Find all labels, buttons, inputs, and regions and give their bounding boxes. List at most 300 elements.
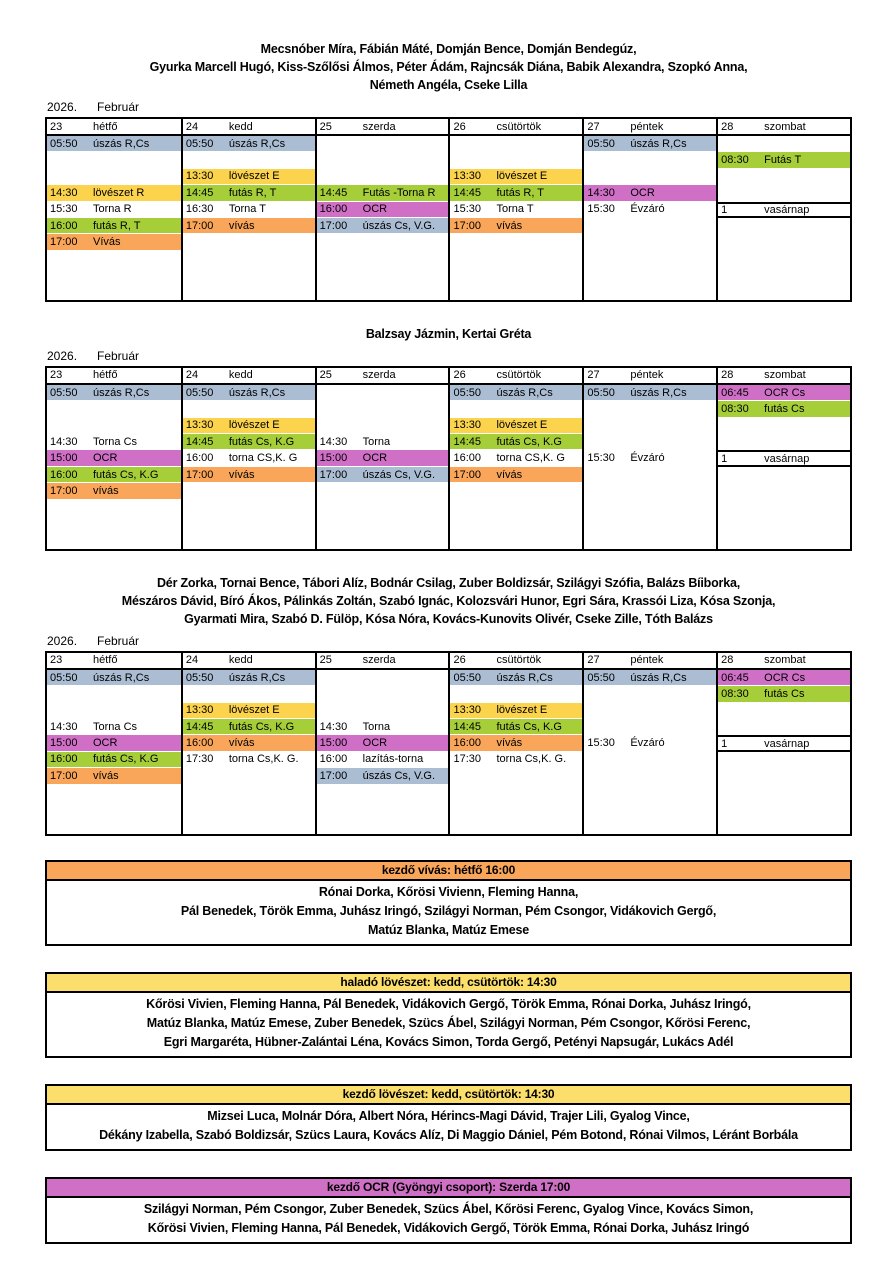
slot-label: úszás R,Cs <box>228 671 286 684</box>
day-body <box>584 385 716 549</box>
day-header <box>584 653 716 670</box>
slot-label: lövészet E <box>496 419 548 432</box>
slot-label: lövészet E <box>496 704 548 717</box>
schedule-slot <box>584 185 716 201</box>
slot-label: futás Cs, K.G <box>496 720 562 733</box>
slot-time: 08:30 <box>721 154 749 167</box>
slot-label: Futás -Torna R <box>362 186 436 199</box>
slot-time: 17:00 <box>50 484 78 497</box>
day-header <box>47 119 181 136</box>
schedule-section <box>45 40 852 302</box>
day-name: szombat <box>764 120 806 133</box>
day-header <box>450 368 582 385</box>
slot-time: 05:50 <box>587 386 615 399</box>
day-header <box>317 368 449 385</box>
schedule-slot <box>47 136 181 152</box>
day-name: péntek <box>630 369 664 382</box>
schedule-slot <box>47 234 181 250</box>
slot-time: 16:00 <box>319 203 348 216</box>
slot-time: 14:30 <box>50 720 78 733</box>
slot-label: futás R, T <box>228 186 277 199</box>
day-number: 28 <box>721 654 734 667</box>
day-header <box>718 119 850 136</box>
day-column <box>315 653 449 834</box>
schedule-slot <box>317 202 449 218</box>
slot-label: úszás R,Cs <box>496 386 553 399</box>
block-line: Matúz Blanka, Matúz Emese, Zuber Benedek, Szücs Ábel, Szilágyi Norman, Pém Csongor, Kőrösi Ferenc, <box>146 1015 751 1030</box>
schedule-slot <box>47 483 181 499</box>
schedule-slot <box>450 218 582 234</box>
slot-time: 05:50 <box>587 671 615 684</box>
day-number: 25 <box>319 120 332 133</box>
day-body <box>183 670 315 834</box>
day-column <box>47 653 181 834</box>
day-header <box>584 368 716 385</box>
slot-label: úszás R,Cs <box>496 671 553 684</box>
day-name: szerda <box>362 369 396 382</box>
schedule-slot <box>317 185 449 201</box>
slot-label: úszás R,Cs <box>93 137 150 150</box>
schedule-slot <box>584 202 716 218</box>
day-header <box>718 653 850 670</box>
slot-label: úszás R,Cs <box>630 137 687 150</box>
slot-time: 16:00 <box>185 452 214 465</box>
slot-time: 13:30 <box>453 704 482 717</box>
slot-label: lazítás-torna <box>362 753 424 766</box>
slot-label: futás Cs, K.G <box>496 435 562 448</box>
schedule-slot <box>183 202 315 218</box>
schedule-slot <box>317 467 449 483</box>
slot-label: futás Cs, K.G <box>228 720 295 733</box>
schedule-slot <box>450 450 582 466</box>
slot-label: úszás R,Cs <box>630 671 687 684</box>
schedule-slot <box>450 703 582 719</box>
name-line: Mészáros Dávid, Bíró Ákos, Pálinkás Zoltán, Szabó Ignác, Kolozsvári Hunor, Egri Sára, Krassói Liza, Kósa Szonja, <box>121 593 776 608</box>
slot-label: futás Cs, K.G <box>93 468 159 481</box>
day-header <box>47 653 181 670</box>
year-label: 2026. <box>47 348 78 363</box>
schedule-slot <box>584 136 716 152</box>
sunday-header <box>718 202 850 218</box>
schedule-slot <box>47 202 181 218</box>
day-name: szombat <box>764 369 806 382</box>
slot-time: 05:50 <box>50 671 78 684</box>
schedule-slot <box>47 467 181 483</box>
slot-time: 14:45 <box>453 435 482 448</box>
name-line: Gyurka Marcell Hugó, Kiss-Szőlősi Álmos, Péter Ádám, Rajncsák Diána, Babik Alexandra, Szopkó Anna, <box>149 60 748 74</box>
day-number: 25 <box>319 654 332 667</box>
slot-label: vívás <box>496 737 523 750</box>
slot-label: úszás R,Cs <box>228 137 286 150</box>
slot-label: OCR <box>93 737 118 750</box>
sunday-header <box>718 735 850 751</box>
slot-time: 14:30 <box>319 435 348 448</box>
slot-label: OCR <box>362 737 388 750</box>
day-column <box>582 653 716 834</box>
month-row <box>45 634 852 648</box>
slot-label: lövészet E <box>496 170 548 183</box>
day-number: 28 <box>721 369 734 382</box>
day-header <box>718 368 850 385</box>
slot-label: vívás <box>228 468 255 481</box>
slot-label: futás Cs <box>764 402 805 415</box>
slot-time: 08:30 <box>721 402 749 415</box>
schedule-slot <box>718 385 850 401</box>
slot-label: Torna Cs <box>93 435 138 448</box>
schedule-slot <box>183 218 315 234</box>
day-column <box>716 368 850 549</box>
slot-label: Futás T <box>764 154 802 167</box>
slot-time: 13:30 <box>185 704 214 717</box>
slot-time: 06:45 <box>721 386 749 399</box>
slot-label: lövészet E <box>228 170 280 183</box>
block-line: Kőrösi Vivien, Fleming Hanna, Pál Benedek, Vidákovich Gergő, Török Emma, Rónai Dorka, Juhász Iringó, <box>146 996 751 1011</box>
slot-time: 16:00 <box>50 753 78 766</box>
slot-label: Évzáró <box>630 452 665 465</box>
slot-label: Évzáró <box>630 203 665 216</box>
block-body <box>47 1198 850 1242</box>
slot-label: vívás <box>93 484 119 497</box>
schedule-slot <box>450 418 582 434</box>
slot-label: Torna T <box>496 203 534 216</box>
slot-label: OCR <box>93 452 118 465</box>
slot-time: 16:00 <box>319 753 348 766</box>
slot-time: 15:00 <box>50 452 78 465</box>
day-column <box>448 119 582 300</box>
day-column <box>716 119 850 300</box>
slot-time: 16:00 <box>453 452 482 465</box>
slot-label: úszás Cs, V.G. <box>362 468 435 481</box>
week-table <box>45 651 852 836</box>
slot-label: futás R, T <box>496 186 544 199</box>
schedule-slot <box>183 385 315 401</box>
slot-time: 05:50 <box>453 671 482 684</box>
day-body <box>47 385 181 549</box>
schedule-slot <box>317 735 449 751</box>
slot-time: 13:30 <box>453 170 482 183</box>
day-header <box>584 119 716 136</box>
day-body <box>47 136 181 300</box>
schedule-sections <box>45 40 852 836</box>
slot-time: 14:45 <box>319 186 348 199</box>
day-body <box>317 385 449 549</box>
schedule-slot <box>450 185 582 201</box>
week-table <box>45 117 852 302</box>
slot-label: Torna Cs <box>93 720 138 733</box>
slot-label: torna Cs,K. G. <box>228 753 299 766</box>
block-line: Pál Benedek, Török Emma, Juhász Iringó, Szilágyi Norman, Pém Csongor, Vidákovich Gergő, <box>180 903 717 918</box>
schedule-slot <box>317 450 449 466</box>
sunday-name: vasárnap <box>764 452 810 465</box>
day-body <box>584 670 716 834</box>
schedule-slot <box>317 752 449 768</box>
day-column <box>315 368 449 549</box>
day-number: 27 <box>587 120 600 133</box>
schedule-slot <box>183 169 315 185</box>
slot-label: vívás <box>228 219 255 232</box>
schedule-slot <box>183 752 315 768</box>
slot-label: futás R, T <box>93 219 141 232</box>
slot-label: torna Cs,K. G. <box>496 753 567 766</box>
schedule-slot <box>317 218 449 234</box>
slot-label: Torna R <box>93 203 132 216</box>
announcement-block <box>45 860 852 946</box>
slot-time: 17:00 <box>453 468 482 481</box>
day-number: 26 <box>453 654 466 667</box>
slot-label: torna CS,K. G <box>228 452 298 465</box>
year-label: 2026. <box>47 100 78 114</box>
slot-label: úszás R,Cs <box>93 671 150 684</box>
slot-label: lövészet E <box>228 704 280 717</box>
slot-time: 17:30 <box>453 753 482 766</box>
day-number: 28 <box>721 120 734 133</box>
day-name: péntek <box>630 120 664 133</box>
day-body <box>183 136 315 300</box>
block-line: Matúz Blanka, Matúz Emese <box>367 922 530 937</box>
schedule-slot <box>47 218 181 234</box>
day-body <box>317 670 449 834</box>
group-names <box>45 40 852 94</box>
slot-time: 13:30 <box>185 419 214 432</box>
day-number: 23 <box>50 654 63 667</box>
name-line: Németh Angéla, Cseke Lilla <box>369 78 528 92</box>
schedule-section <box>45 325 852 551</box>
schedule-slot <box>47 735 181 751</box>
schedule-slot <box>450 719 582 735</box>
day-body <box>718 385 850 549</box>
day-column <box>47 368 181 549</box>
block-line: Kőrösi Vivien, Fleming Hanna, Pál Benedek, Vidákovich Gergő, Török Emma, Rónai Dorka, Juhász Iringó <box>147 1220 750 1235</box>
month-row <box>45 100 852 114</box>
schedule-slot <box>183 703 315 719</box>
schedule-slot <box>584 670 716 686</box>
day-name: hétfő <box>93 654 118 667</box>
slot-time: 06:45 <box>721 671 749 684</box>
slot-label: OCR <box>630 186 655 199</box>
slot-time: 17:00 <box>185 468 214 481</box>
slot-label: vívás <box>496 468 523 481</box>
schedule-slot <box>47 719 181 735</box>
day-header <box>183 653 315 670</box>
day-body <box>183 385 315 549</box>
day-body <box>450 670 582 834</box>
slot-time: 05:50 <box>185 386 214 399</box>
month-row <box>45 349 852 363</box>
slot-label: úszás R,Cs <box>93 386 150 399</box>
slot-time: 15:30 <box>587 737 615 750</box>
schedule-slot <box>183 450 315 466</box>
slot-time: 14:30 <box>587 186 615 199</box>
slot-time: 16:00 <box>50 219 78 232</box>
slot-time: 17:00 <box>319 769 348 782</box>
day-number: 27 <box>587 369 600 382</box>
block-line: Szilágyi Norman, Pém Csongor, Zuber Benedek, Szücs Ábel, Kőrösi Ferenc, Gyalog Vince, Kovács Simon, <box>143 1201 754 1216</box>
slot-label: OCR Cs <box>764 386 806 399</box>
day-column <box>315 119 449 300</box>
schedule-slot <box>47 670 181 686</box>
slot-time: 14:45 <box>453 186 482 199</box>
schedule-slot <box>47 768 181 784</box>
schedule-slot <box>584 385 716 401</box>
slot-time: 16:00 <box>453 737 482 750</box>
day-body <box>47 670 181 834</box>
slot-time: 05:50 <box>453 386 482 399</box>
slot-time: 14:45 <box>185 435 214 448</box>
day-column <box>448 653 582 834</box>
block-line: Mizsei Luca, Molnár Dóra, Albert Nóra, Hérincs-Magi Dávid, Trajer Lili, Gyalog Vince, <box>207 1108 690 1123</box>
slot-time: 15:30 <box>587 452 615 465</box>
day-name: csütörtök <box>496 120 542 133</box>
schedule-slot <box>718 670 850 686</box>
slot-time: 17:00 <box>50 769 78 782</box>
name-line: Dér Zorka, Tornai Bence, Tábori Alíz, Bodnár Csilag, Zuber Boldizsár, Szilágyi Szófia, Balázs Bíiborka, <box>156 575 740 590</box>
sunday-number: 1 <box>721 452 728 465</box>
schedule-slot <box>450 467 582 483</box>
slot-label: úszás R,Cs <box>630 386 687 399</box>
slot-label: lövészet R <box>93 186 145 199</box>
slot-time: 17:00 <box>453 219 482 232</box>
slot-time: 05:50 <box>50 137 78 150</box>
schedule-slot <box>47 752 181 768</box>
schedule-slot <box>47 434 181 450</box>
day-name: csütörtök <box>496 654 542 667</box>
block-header: kezdő OCR (Gyöngyi csoport): Szerda 17:00 <box>47 1179 850 1198</box>
week-table <box>45 366 852 551</box>
day-number: 27 <box>587 654 600 667</box>
day-name: csütörtök <box>496 369 542 382</box>
group-names <box>45 574 852 628</box>
day-number: 26 <box>453 369 466 382</box>
schedule-slot <box>183 434 315 450</box>
schedule-slot <box>450 385 582 401</box>
block-line: Egri Margaréta, Hübner-Zalántai Léna, Kovács Simon, Torda Gergő, Petényi Napsugár, Lukács Adél <box>163 1034 734 1049</box>
slot-label: úszás Cs, V.G. <box>362 219 435 232</box>
day-column <box>47 119 181 300</box>
slot-time: 14:30 <box>50 435 78 448</box>
sunday-header <box>718 450 850 466</box>
announcement-blocks <box>45 860 852 1244</box>
day-body <box>584 136 716 300</box>
day-header <box>183 368 315 385</box>
slot-label: Torna T <box>228 203 266 216</box>
slot-time: 15:30 <box>50 203 78 216</box>
slot-label: úszás R,Cs <box>228 386 286 399</box>
name-line: Mecsnóber Míra, Fábián Máté, Domján Bence, Domján Bendegúz, <box>260 42 637 56</box>
schedule-slot <box>47 450 181 466</box>
schedule-section <box>45 574 852 836</box>
slot-label: futás Cs, K.G <box>228 435 295 448</box>
announcement-block <box>45 972 852 1058</box>
slot-time: 17:00 <box>50 236 78 249</box>
block-body <box>47 881 850 944</box>
slot-time: 15:30 <box>453 203 482 216</box>
day-name: kedd <box>228 369 253 382</box>
block-line: Rónai Dorka, Kőrösi Vivienn, Fleming Hanna, <box>318 884 579 899</box>
day-body <box>317 136 449 300</box>
slot-time: 13:30 <box>453 419 482 432</box>
day-header <box>183 119 315 136</box>
slot-label: OCR <box>362 203 388 216</box>
day-number: 26 <box>453 120 466 133</box>
slot-time: 15:30 <box>587 203 615 216</box>
slot-time: 17:00 <box>185 219 214 232</box>
slot-time: 15:00 <box>50 737 78 750</box>
day-header <box>317 653 449 670</box>
block-header: kezdő vívás: hétfő 16:00 <box>47 862 850 881</box>
day-number: 25 <box>319 369 332 382</box>
block-line: Dékány Izabella, Szabó Boldizsár, Szücs Laura, Kovács Alíz, Di Maggio Dániel, Pém Botond, Rónai Vilmos, Léránt Borbála <box>99 1127 798 1142</box>
day-number: 23 <box>50 120 63 133</box>
block-header: kezdő lövészet: kedd, csütörtök: 14:30 <box>47 1086 850 1105</box>
schedule-slot <box>450 202 582 218</box>
slot-label: OCR <box>362 452 388 465</box>
schedule-slot <box>718 401 850 417</box>
sunday-name: vasárnap <box>764 203 810 216</box>
month-label: Február <box>97 633 140 648</box>
day-name: hétfő <box>93 120 118 133</box>
announcement-block <box>45 1177 852 1244</box>
schedule-slot <box>183 136 315 152</box>
schedule-slot <box>450 434 582 450</box>
day-name: szombat <box>764 654 806 667</box>
slot-time: 05:50 <box>50 386 78 399</box>
slot-label: vívás <box>93 769 119 782</box>
slot-time: 14:45 <box>185 186 214 199</box>
slot-time: 13:30 <box>185 170 214 183</box>
slot-label: vívás <box>228 737 255 750</box>
day-column <box>181 368 315 549</box>
day-number: 23 <box>50 369 63 382</box>
day-name: péntek <box>630 654 664 667</box>
day-name: kedd <box>228 654 253 667</box>
schedule-slot <box>317 719 449 735</box>
month-label: Február <box>97 100 140 114</box>
slot-time: 17:00 <box>319 468 348 481</box>
slot-label: vívás <box>496 219 523 232</box>
day-header <box>317 119 449 136</box>
day-number: 24 <box>185 120 199 133</box>
day-name: kedd <box>228 120 253 133</box>
day-header <box>450 119 582 136</box>
schedule-slot <box>450 169 582 185</box>
name-line: Gyarmati Mira, Szabó D. Fülöp, Kósa Nóra, Kovács-Kunovits Olivér, Cseke Zille, Tóth Balázs <box>184 611 713 626</box>
slot-time: 05:50 <box>185 671 214 684</box>
slot-time: 17:30 <box>185 753 214 766</box>
day-body <box>718 136 850 300</box>
slot-label: futás Cs, K.G <box>93 753 159 766</box>
name-line: Balzsay Jázmin, Kertai Gréta <box>365 326 532 341</box>
block-body <box>47 993 850 1056</box>
slot-label: Évzáró <box>630 737 665 750</box>
sunday-number: 1 <box>721 737 728 750</box>
year-label: 2026. <box>47 633 78 648</box>
schedule-slot <box>450 735 582 751</box>
slot-time: 14:45 <box>185 720 214 733</box>
group-names <box>45 325 852 343</box>
slot-label: Vívás <box>93 236 121 249</box>
slot-label: lövészet E <box>228 419 280 432</box>
schedule-slot <box>183 735 315 751</box>
slot-label: Torna <box>362 720 391 733</box>
schedule-slot <box>584 450 716 466</box>
slot-time: 16:00 <box>185 737 214 750</box>
day-body <box>718 670 850 834</box>
day-number: 24 <box>185 654 199 667</box>
day-column <box>582 119 716 300</box>
slot-time: 08:30 <box>721 687 749 700</box>
schedule-slot <box>450 670 582 686</box>
day-body <box>450 136 582 300</box>
